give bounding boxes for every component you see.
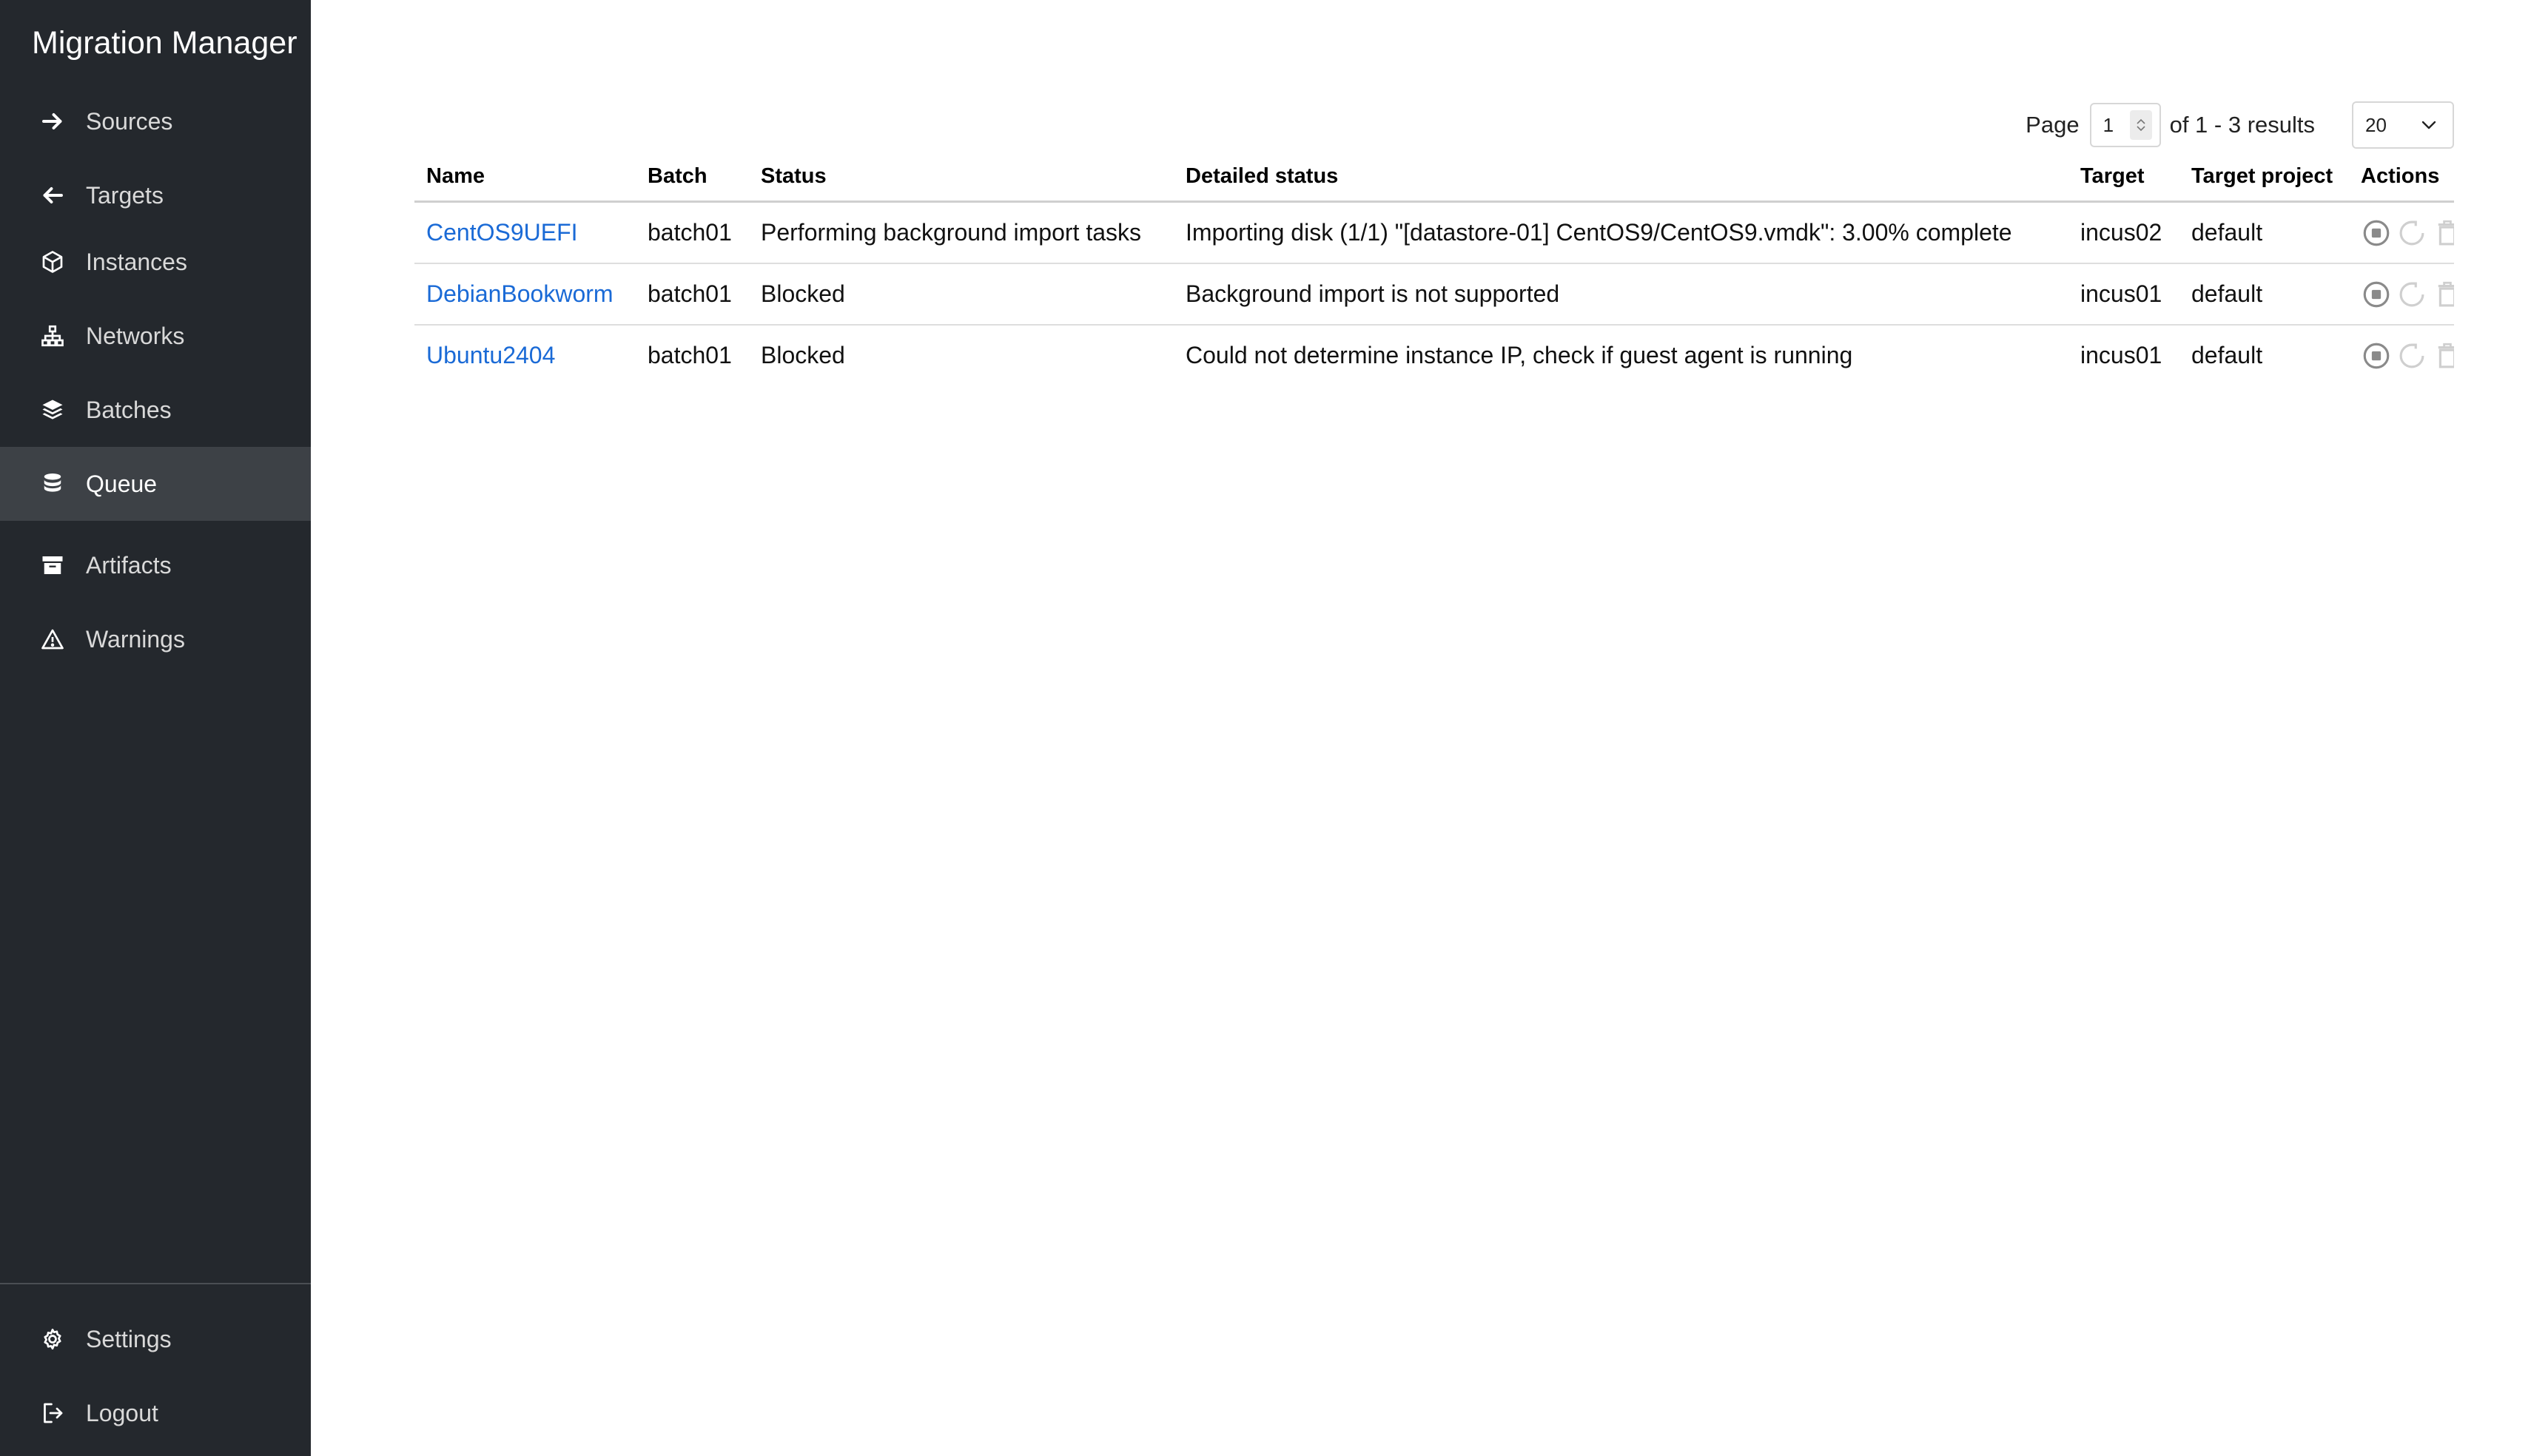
cell-target: incus02 — [2068, 202, 2179, 264]
trash-icon — [2432, 279, 2454, 310]
sidebar-item-label: Targets — [86, 181, 164, 209]
column-header-batch[interactable]: Batch — [636, 152, 749, 202]
sidebar-divider — [0, 1283, 311, 1284]
page-stepper[interactable] — [2130, 110, 2152, 140]
retry-button[interactable] — [2396, 217, 2427, 249]
cell-name — [414, 202, 636, 264]
chevron-down-icon[interactable] — [2135, 125, 2147, 132]
sidebar-item-label: Instances — [86, 248, 187, 275]
per-page-value: 20 — [2365, 113, 2387, 136]
box-icon — [38, 248, 67, 276]
cell-batch: batch01 — [648, 342, 732, 368]
cell-detailed-status: Background import is not supported — [1174, 263, 2068, 325]
cell-batch: batch01 — [636, 263, 749, 325]
sidebar-item-label: Artifacts — [86, 551, 172, 579]
logout-icon — [38, 1399, 67, 1427]
pagination — [2026, 101, 2454, 149]
column-header-detailed-status[interactable]: Detailed status — [1174, 152, 2068, 202]
column-header-status[interactable]: Status — [749, 152, 1174, 202]
page-number-value: 1 — [2103, 113, 2114, 136]
arrow-right-icon — [38, 107, 67, 135]
sidebar-item-label: Batches — [86, 396, 172, 423]
per-page-select[interactable] — [2352, 101, 2454, 149]
instance-name-link[interactable]: Ubuntu2404 — [426, 342, 556, 368]
cell-target-project: default — [2179, 263, 2349, 325]
stop-button[interactable] — [2361, 278, 2392, 311]
sidebar-item-label: Sources — [86, 107, 173, 135]
chevron-down-icon — [2420, 119, 2438, 131]
retry-icon — [2396, 279, 2427, 310]
sidebar-item-label: Warnings — [86, 625, 185, 653]
warning-icon — [38, 625, 67, 653]
trash-icon — [2432, 340, 2454, 371]
page-number-input[interactable] — [2090, 103, 2161, 147]
retry-button[interactable] — [2396, 340, 2427, 372]
sidebar-item-artifacts[interactable] — [0, 528, 311, 602]
stop-button[interactable] — [2361, 217, 2392, 249]
app-title: Migration Manager — [32, 25, 298, 61]
stop-circle-icon — [2361, 279, 2392, 310]
sidebar-item-warnings[interactable] — [0, 602, 311, 676]
sidebar-item-networks[interactable] — [0, 299, 311, 373]
stop-circle-icon — [2361, 340, 2392, 371]
trash-icon — [2432, 218, 2454, 249]
cell-detailed-status: Could not determine instance IP, check if guest agent is running — [1186, 342, 1853, 368]
column-header-target[interactable]: Target — [2068, 152, 2179, 202]
retry-icon — [2396, 218, 2427, 249]
sidebar-item-label: Networks — [86, 322, 185, 349]
retry-icon — [2396, 340, 2427, 371]
column-header-name[interactable]: Name — [414, 152, 636, 202]
cell-actions — [2349, 263, 2454, 325]
cell-status: Blocked — [761, 342, 845, 368]
delete-button[interactable] — [2432, 340, 2454, 372]
sidebar-item-settings[interactable] — [0, 1302, 311, 1376]
cell-target-project: default — [2179, 202, 2349, 264]
sidebar-item-label: Settings — [86, 1325, 172, 1352]
layers-icon — [38, 396, 67, 424]
results-count: of 1 - 3 results — [2169, 112, 2315, 138]
database-icon — [38, 470, 67, 498]
sidebar-item-queue[interactable] — [0, 447, 311, 521]
delete-button[interactable] — [2432, 278, 2454, 311]
stop-circle-icon — [2361, 218, 2392, 249]
cell-actions — [2349, 325, 2454, 385]
archive-icon — [38, 551, 67, 579]
sidebar — [0, 0, 311, 1456]
retry-button[interactable] — [2396, 278, 2427, 311]
cell-status: Blocked — [749, 263, 1174, 325]
page-label: Page — [2026, 112, 2080, 138]
cell-actions — [2349, 202, 2454, 264]
table-row — [414, 202, 2454, 264]
cell-name — [414, 263, 636, 325]
cell-name — [414, 325, 636, 385]
main-content — [311, 0, 2531, 1456]
column-header-target-project[interactable]: Target project — [2179, 152, 2349, 202]
network-icon — [38, 322, 67, 350]
sidebar-item-instances[interactable] — [0, 225, 311, 299]
cell-detailed-status: Importing disk (1/1) "[datastore-01] CentOS9/CentOS9.vmdk": 3.00% complete — [1174, 202, 2068, 264]
delete-button[interactable] — [2432, 217, 2454, 249]
cell-target: incus01 — [2068, 263, 2179, 325]
gear-icon — [38, 1325, 67, 1353]
stop-button[interactable] — [2361, 340, 2392, 372]
queue-table — [414, 152, 2454, 385]
chevron-up-icon[interactable] — [2135, 118, 2147, 125]
sidebar-item-logout[interactable] — [0, 1376, 311, 1450]
sidebar-item-label: Queue — [86, 470, 158, 497]
column-header-actions: Actions — [2349, 152, 2454, 202]
cell-batch: batch01 — [636, 202, 749, 264]
table-row — [414, 325, 2454, 385]
cell-target: incus01 — [2080, 342, 2162, 368]
sidebar-item-sources[interactable] — [0, 84, 311, 158]
instance-name-link[interactable]: CentOS9UEFI — [426, 219, 578, 246]
sidebar-item-label: Logout — [86, 1399, 158, 1426]
instance-name-link[interactable]: DebianBookworm — [426, 280, 614, 307]
sidebar-item-targets[interactable] — [0, 158, 311, 232]
table-row — [414, 263, 2454, 325]
table-header-row — [414, 152, 2454, 202]
sidebar-item-batches[interactable] — [0, 373, 311, 447]
cell-status: Performing background import tasks — [749, 202, 1174, 264]
arrow-left-icon — [38, 181, 67, 209]
cell-target-project: default — [2191, 342, 2263, 368]
